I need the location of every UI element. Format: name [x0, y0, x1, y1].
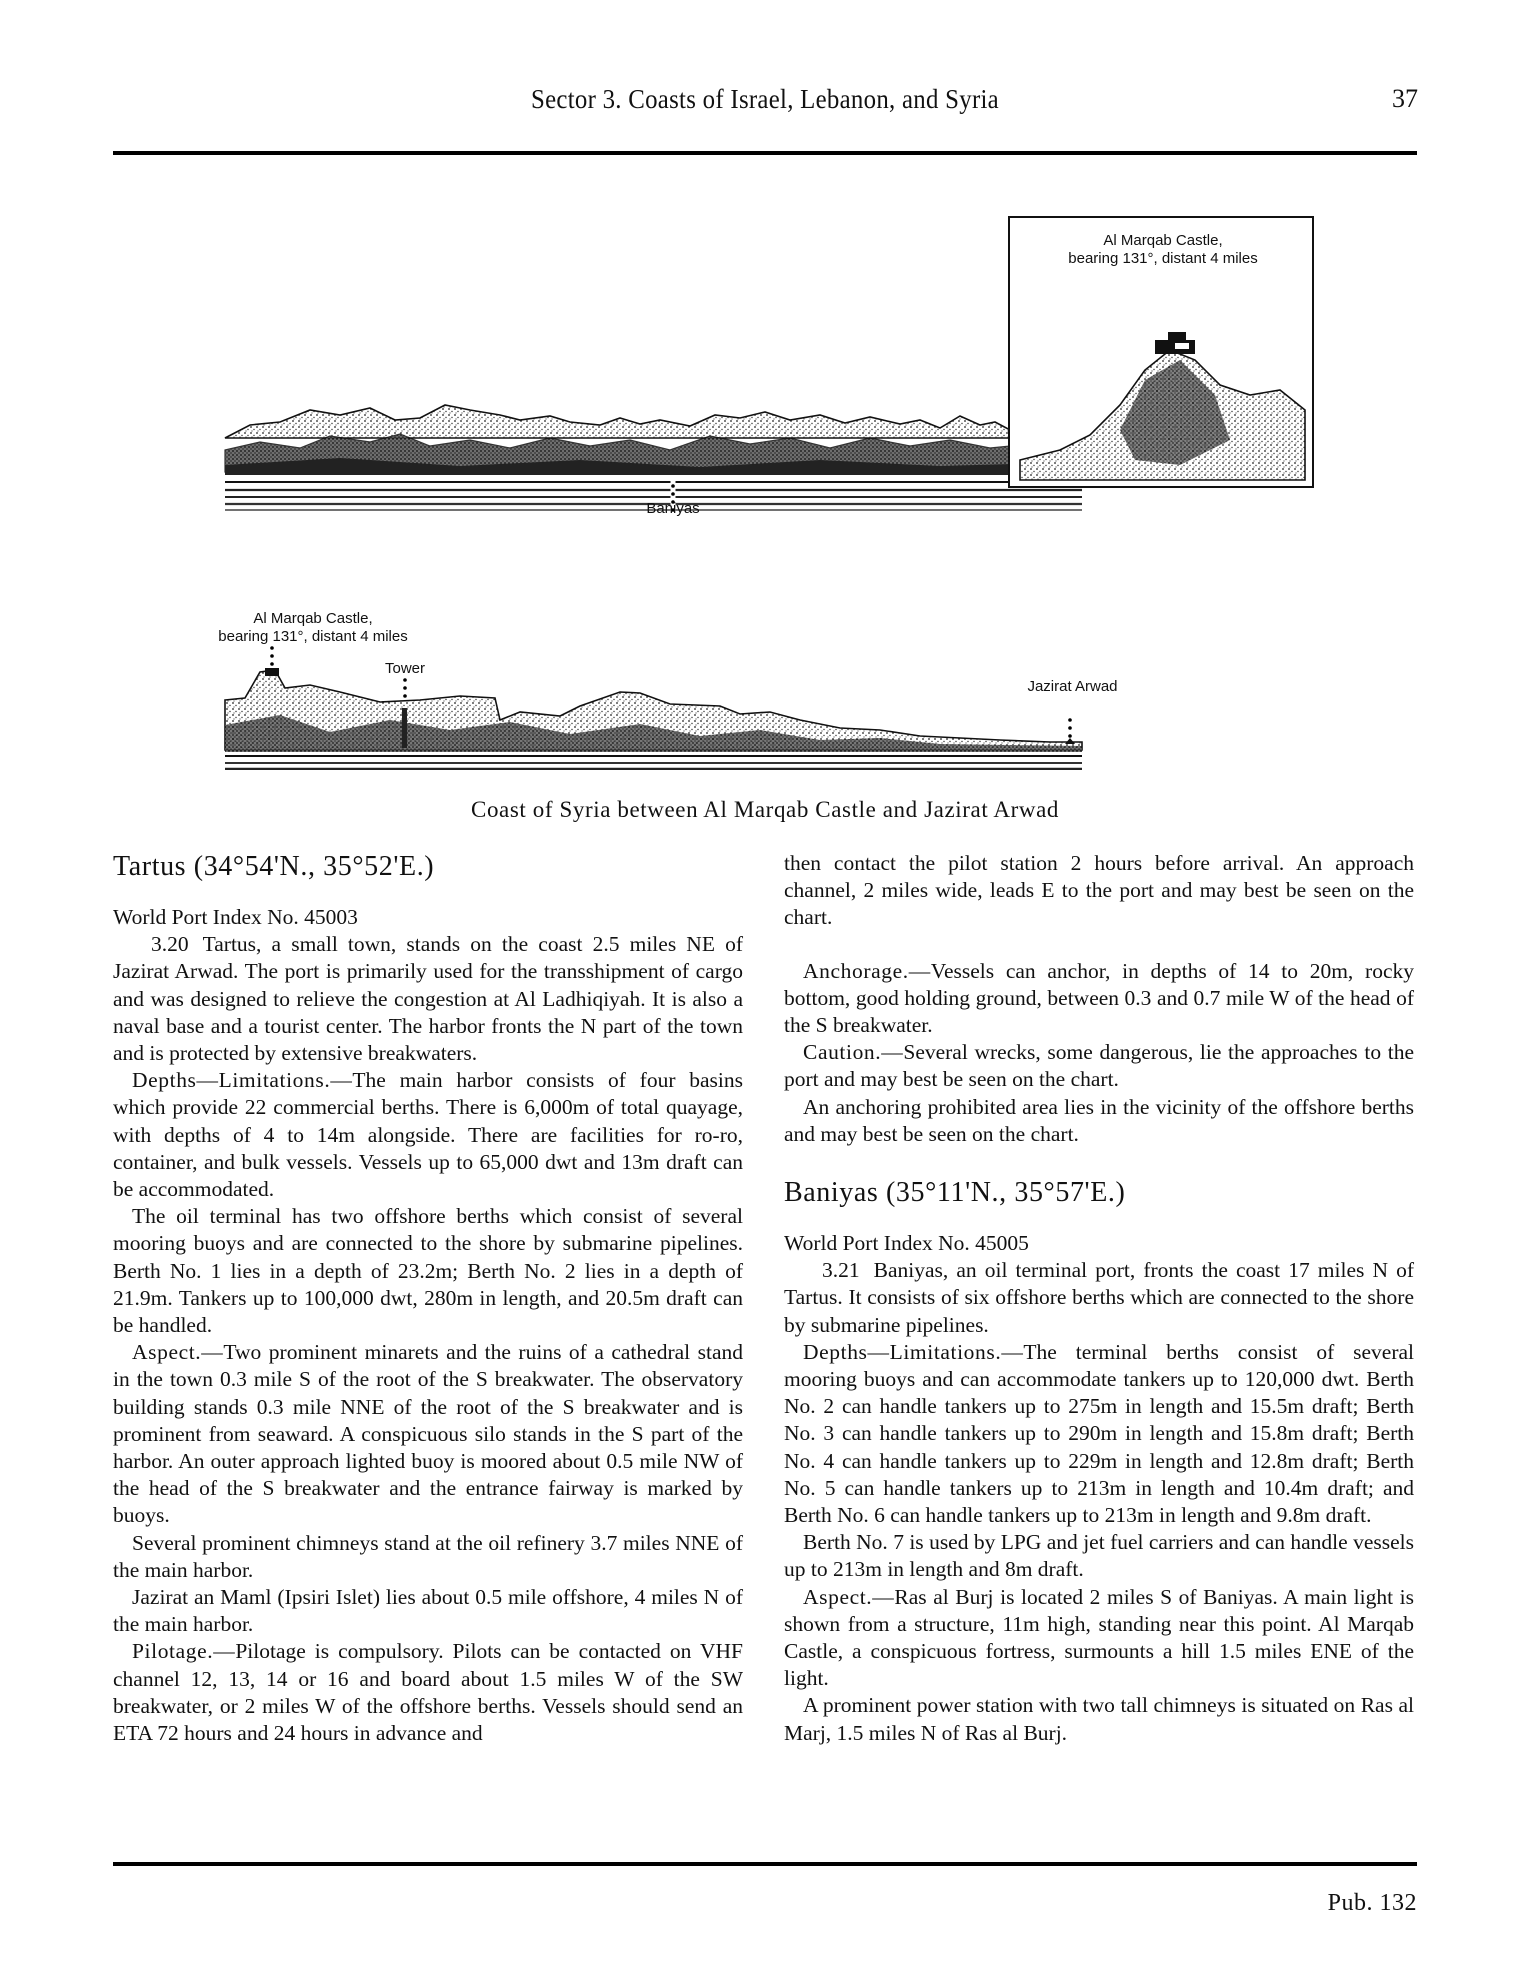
- paragraph-text: The main harbor consists of four basins which provide 22 commercial berths. There is 6,000m of total quayage, with depths of 4 to 14m alongside. There are facilities for ro-ro, container, and bulk vessels. Vessels up to 65,000 dwt and 13m draft can be accommodated.: [113, 1068, 743, 1202]
- right-column: [784, 850, 1414, 1747]
- inset-label-line-2: bearing 131°, distant 4 miles: [1068, 250, 1258, 267]
- baniyas-aspect-para: [784, 1584, 1414, 1693]
- tartus-wpi: World Port Index No. 45003: [113, 905, 358, 929]
- paragraph-number: 3.20: [151, 932, 189, 957]
- publication-number: Pub. 132: [1327, 1890, 1417, 1916]
- lower-panorama: [225, 646, 1082, 769]
- run-in-heading: Pilotage.—: [132, 1639, 236, 1664]
- baniyas-para-3-21: [784, 1257, 1414, 1339]
- header-rule: [113, 151, 1417, 155]
- baniyas-wpi: World Port Index No. 45005: [784, 1231, 1029, 1256]
- tartus-islet-para: [113, 1584, 743, 1638]
- paragraph-text: Vessels can anchor, in depths of 14 to 20m, rocky bottom, good holding ground, between 0.3 and 0.7 mile W of the head of the S breakwater.: [784, 958, 1414, 1038]
- tartus-anchorage-para: [784, 958, 1414, 1040]
- castle-label-line-1: Al Marqab Castle,: [253, 610, 373, 627]
- paragraph-text: Ras al Burj is located 2 miles S of Baniyas. A main light is shown from a structure, 11m high, standing near this point. Al Marqab Castle, a conspicuous fortress, surmounts a hill 1.5 miles ENE of the light.: [784, 1584, 1414, 1691]
- tartus-para-3-20: [113, 931, 743, 1067]
- tartus-oil-terminal-para: [113, 1203, 743, 1339]
- lower-castle-label: [198, 610, 428, 646]
- paragraph-text: Several wrecks, some dangerous, lie the approaches to the port and may best be seen on the chart.: [784, 1040, 1414, 1092]
- paragraph-number: 3.21: [822, 1258, 860, 1283]
- baniyas-label: Baniyas: [646, 500, 700, 517]
- baniyas-section-title: Baniyas (35°11'N., 35°57'E.): [784, 1177, 1126, 1209]
- page-number: 37: [1392, 84, 1418, 113]
- coastal-view-figure: [220, 210, 1330, 770]
- tartus-depths-para: [113, 1067, 743, 1203]
- footer-rule: [113, 1862, 1417, 1866]
- paragraph-text: An anchoring prohibited area lies in the vicinity of the offshore berths and may best be seen on the chart.: [784, 1094, 1414, 1146]
- baniyas-berth-7-para: [784, 1529, 1414, 1583]
- paragraph-text: Two prominent minarets and the ruins of a cathedral stand in the town 0.3 mile S of the root of the S breakwater. The observatory building stands 0.3 mile NNE of the root of the S breakwater and is prominent from seaward. A conspicuous silo stands in the S part of the harbor. An outer approach lighted buoy is moored about 0.5 mile NW of the head of the S breakwater and the entrance fairway is marked by buoys.: [113, 1340, 743, 1528]
- run-in-heading: Anchorage.—: [803, 958, 931, 983]
- paragraph-text: Baniyas, an oil terminal port, fronts the coast 17 miles N of Tartus. It consists of six offshore berths which are connected to the shore by submarine pipelines.: [784, 1258, 1414, 1337]
- paragraph-text: Tartus, a small town, stands on the coast 2.5 miles NE of Jazirat Arwad. The port is primarily used for the transshipment of cargo and was designed to relieve the congestion at Al Ladhiqiyah. It is also a naval base and a tourist center. The harbor fronts the N part of the town and is protected by extensive breakwaters.: [113, 932, 743, 1066]
- tartus-caution-para: [784, 1039, 1414, 1093]
- run-in-heading: Aspect.—: [803, 1584, 895, 1609]
- paragraph-text: Pilotage is compulsory. Pilots can be contacted on VHF channel 12, 13, 14 or 16 and board about 1.5 miles W of the SW breakwater, or 2 miles W of the offshore berths. Vessels should send an ETA 72 hours and 24 hours in advance and: [113, 1639, 743, 1746]
- run-in-heading: Depths—Limitations.—: [132, 1068, 353, 1093]
- figure-caption: Coast of Syria between Al Marqab Castle and Jazirat Arwad: [471, 797, 1059, 822]
- paragraph-gap: [784, 932, 1414, 958]
- tartus-chimneys-para: [113, 1530, 743, 1584]
- tartus-section-title: Tartus (34°54'N., 35°52'E.): [113, 851, 435, 882]
- inset-label-line-1: Al Marqab Castle,: [1103, 232, 1223, 249]
- run-in-heading: Depths—Limitations.—: [803, 1339, 1024, 1364]
- paragraph-text: A prominent power station with two tall chimneys is situated on Ras al Marj, 1.5 miles N of Ras al Burj.: [784, 1693, 1414, 1745]
- left-column: [113, 850, 743, 1747]
- paragraph-text: Several prominent chimneys stand at the oil refinery 3.7 miles NNE of the main harbor.: [113, 1530, 743, 1582]
- tartus-aspect-para: [113, 1339, 743, 1529]
- paragraph-text: Berth No. 7 is used by LPG and jet fuel carriers and can handle vessels up to 213m in length and 8m draft.: [784, 1530, 1414, 1582]
- baniyas-power-station-para: [784, 1692, 1414, 1746]
- baniyas-depths-para: [784, 1339, 1414, 1529]
- paragraph-text: The terminal berths consist of several mooring buoys and can accommodate tankers up to 120,000 dwt. Berth No. 2 can handle tankers up to 275m in length and 15.5m draft; Berth No. 3 can handle tankers up to 290m in length and 15.8m draft; Berth No. 4 can handle tankers up to 229m in length and 12.8m draft; Berth No. 5 can handle tankers up to 213m in length and 10.4m draft; and Berth No. 6 can handle tankers up to 213m in length and 9.8m draft.: [784, 1339, 1414, 1528]
- running-header-title: Sector 3. Coasts of Israel, Lebanon, and Syria: [531, 84, 999, 114]
- section-gap: [784, 1148, 1414, 1176]
- paragraph-text: Jazirat an Maml (Ipsiri Islet) lies about 0.5 mile offshore, 4 miles N of the main harbor.: [113, 1585, 743, 1637]
- castle-label-line-2: bearing 131°, distant 4 miles: [218, 628, 408, 645]
- pilotage-continuation: then contact the pilot station 2 hours before arrival. An approach channel, 2 miles wide, leads E to the port and may best be seen on the chart.: [784, 851, 1414, 930]
- tartus-prohibited-area-para: [784, 1094, 1414, 1148]
- jazirat-arwad-label: Jazirat Arwad: [1027, 678, 1118, 695]
- tartus-pilotage-para: [113, 1638, 743, 1747]
- run-in-heading: Aspect.—: [132, 1340, 224, 1365]
- run-in-heading: Caution.—: [803, 1040, 904, 1065]
- tower-label: Tower: [384, 660, 425, 677]
- paragraph-text: The oil terminal has two offshore berths which consist of several mooring buoys and are connected to the shore by submarine pipelines. Berth No. 1 lies in a depth of 23.2m; Berth No. 2 lies in a depth of 21.9m. Tankers up to 100,000 dwt, 280m in length, and 20.5m draft can be handled.: [113, 1204, 743, 1338]
- inset-castle-label: [1048, 232, 1278, 268]
